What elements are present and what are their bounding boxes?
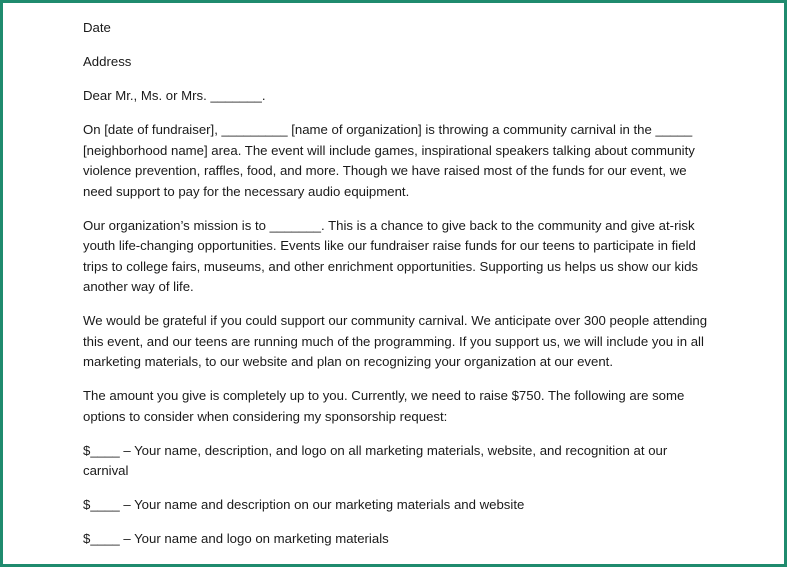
sponsorship-option: $____ – Your name and description on our marketing materials and website	[83, 497, 525, 512]
paragraph-mission: Our organization’s mission is to _______. This is a chance to give back to the community and give at-risk youth life-changing opportunities. Events like our fundraiser raise funds for our teens to participate in field trips to college fairs, museums, and other enrichment opportunities. Supporting us helps us show our kids another way of life.	[83, 217, 699, 294]
date-line: Date	[83, 20, 111, 35]
sponsorship-option: $____ – Your name, description, and logo on all marketing materials, website, and recognition at our carnival	[83, 442, 668, 478]
salutation: Dear Mr., Ms. or Mrs. _______.	[83, 88, 266, 103]
sponsorship-option: $____ – Your name and logo on marketing materials	[83, 531, 389, 546]
paragraph-request: We would be grateful if you could support our community carnival. We anticipate over 300 people attending this event, and our teens are running much of the programming. If you support us, we will include you in all marketing materials, to our website and plan on recognizing your organization at our event.	[83, 313, 708, 369]
address-line: Address	[83, 54, 132, 69]
paragraph-amount: The amount you give is completely up to you. Currently, we need to raise $750. The following are some options to consider when considering my sponsorship request:	[83, 388, 685, 424]
paragraph-event: On [date of fundraiser], _________ [name of organization] is throwing a community carnival in the _____ [neighborhood name] area. The event will include games, inspirational speakers talking about community violence prevention, raffles, food, and more. Though we have raised most of the funds for our event, we need support to pay for the necessary audio equipment.	[83, 122, 695, 199]
letter-page	[83, 18, 713, 563]
